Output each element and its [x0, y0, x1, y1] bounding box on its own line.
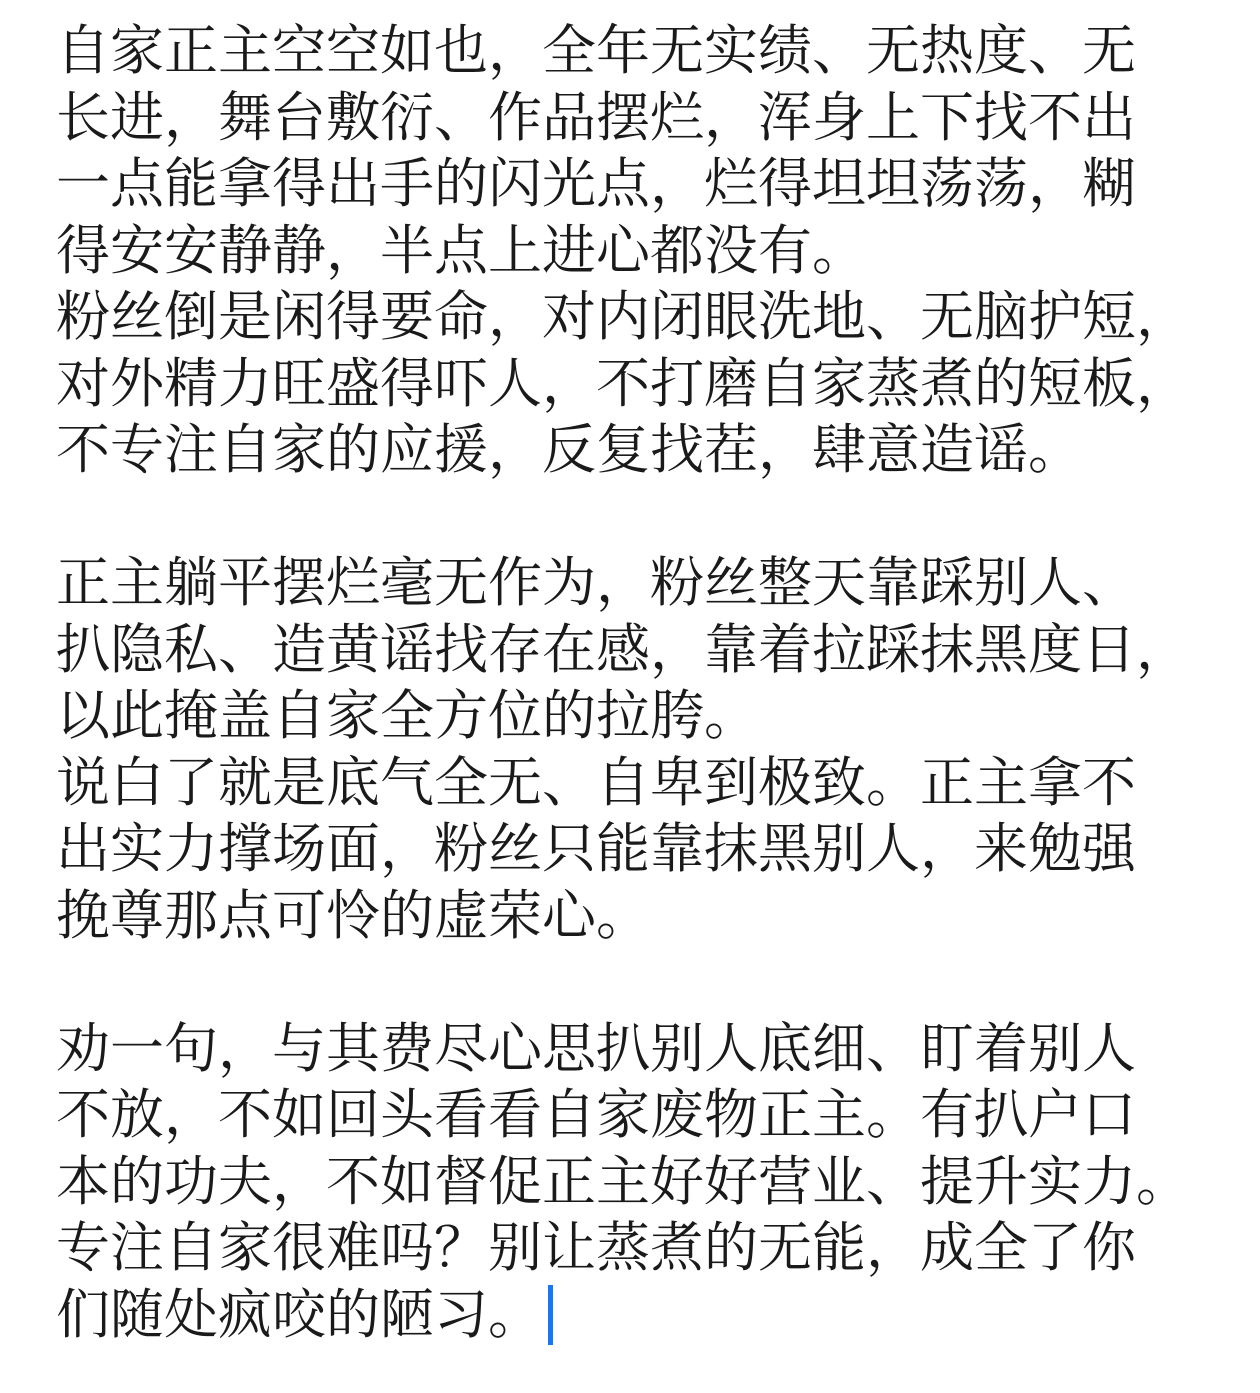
text-line-last — [56, 1282, 1216, 1349]
text-line: 劝一句，与其费尽心思扒别人底细、盯着别人 — [56, 1016, 1136, 1080]
paragraph-1 — [56, 18, 1216, 284]
text-line: 出实力撑场面，粉丝只能靠抹黑别人，来勉强 — [56, 817, 1136, 880]
text-line: 挽尊那点可怜的虚荣心。 — [56, 883, 650, 947]
text-line: 长进，舞台敷衍、作品摆烂，浑身上下找不出 — [56, 85, 1136, 149]
paragraph-3 — [56, 550, 1216, 750]
text-line: 说白了就是底气全无、自卑到极致。正主拿不 — [56, 750, 1136, 814]
text-line: 扒隐私、造黄谣找存在感，靠着拉踩抹黑度日， — [56, 617, 1190, 681]
text-line: 自家正主空空如也，全年无实绩、无热度、无 — [56, 19, 1136, 82]
text-line: 一点能拿得出手的闪光点，烂得坦坦荡荡，糊 — [56, 152, 1136, 215]
text-line: 正主躺平摆烂毫无作为，粉丝整天靠踩别人、 — [56, 551, 1136, 614]
text-line: 粉丝倒是闲得要命，对内闭眼洗地、无脑护短， — [56, 285, 1190, 348]
text-line: 得安安静静，半点上进心都没有。 — [56, 218, 866, 282]
paragraph-4 — [56, 750, 1216, 950]
text-editor[interactable] — [56, 18, 1216, 1348]
text-line: 本的功夫，不如督促正主好好营业、提升实力。 — [56, 1149, 1190, 1213]
text-line: 不专注自家的应援，反复找茬，肆意造谣。 — [56, 418, 1082, 481]
blank-line — [56, 949, 1216, 1016]
text-line: 不放，不如回头看看自家废物正主。有扒户口 — [56, 1083, 1136, 1146]
text-line: 以此掩盖自家全方位的拉胯。 — [56, 684, 758, 747]
text-line-last-content: 们随处疯咬的陋习。 — [56, 1282, 542, 1346]
text-line: 专注自家很难吗？别让蒸煮的无能，成全了你 — [56, 1216, 1136, 1279]
blank-line — [56, 484, 1216, 551]
paragraph-5 — [56, 1016, 1216, 1349]
paragraph-2 — [56, 284, 1216, 484]
text-line: 对外精力旺盛得吓人，不打磨自家蒸煮的短板， — [56, 351, 1190, 415]
text-cursor — [548, 1285, 553, 1345]
